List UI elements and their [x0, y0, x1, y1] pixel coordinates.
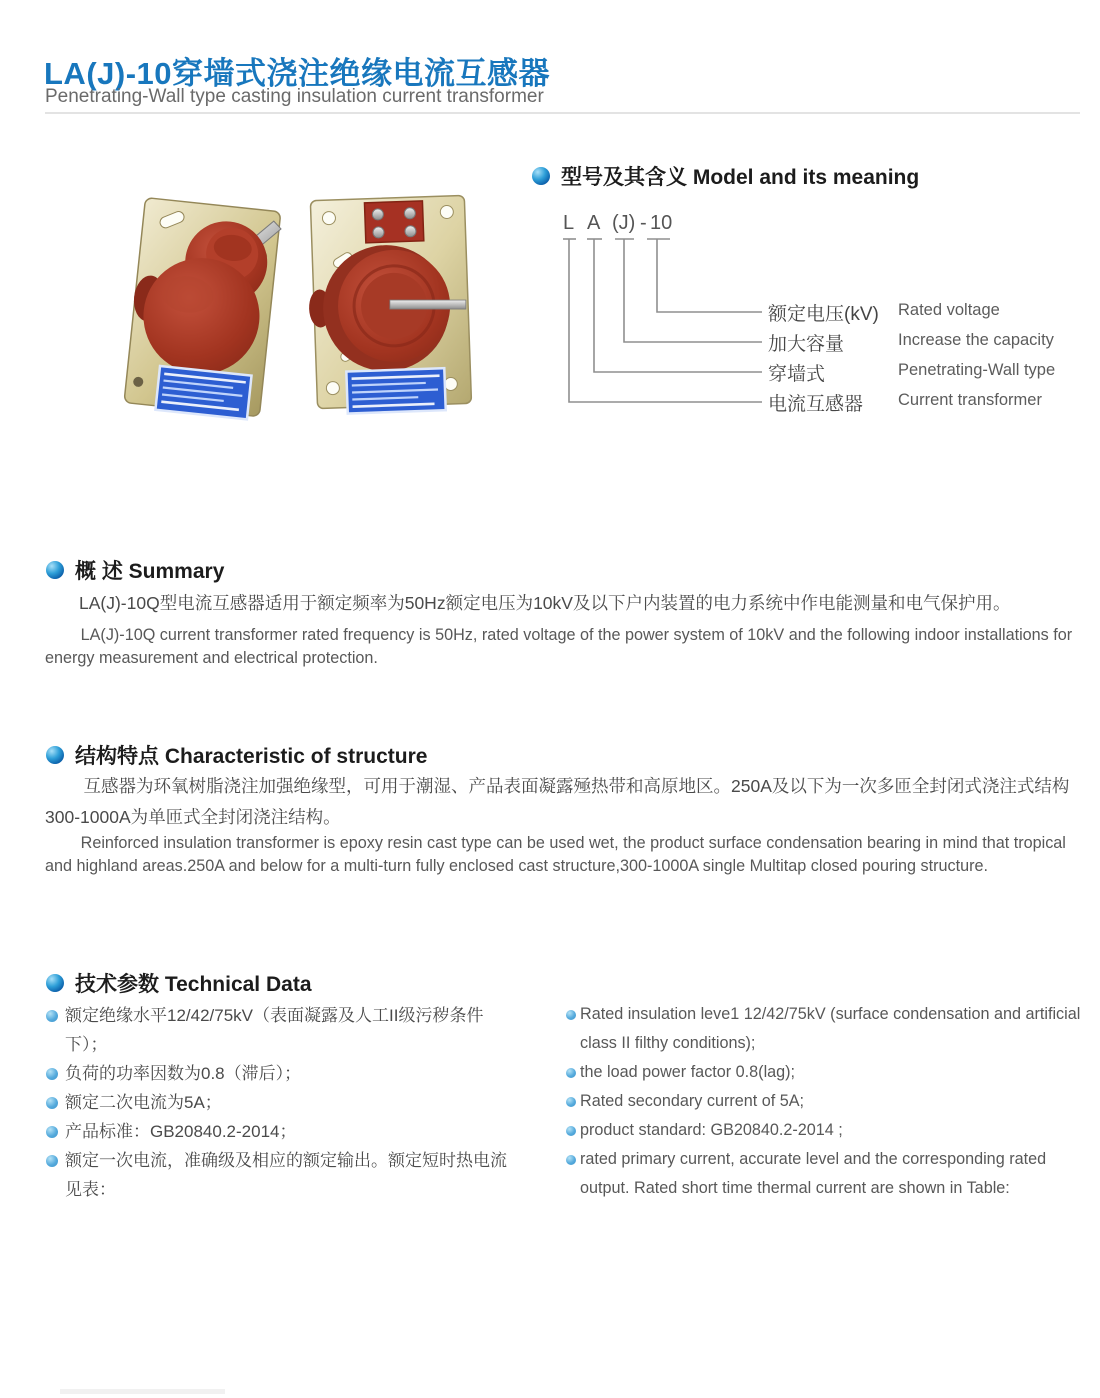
- tech-item-text: the load power factor 0.8(lag);: [580, 1063, 796, 1081]
- technical-list-en: [566, 1000, 1082, 1203]
- summary-paragraph-en: LA(J)-10Q current transformer rated frequency is 50Hz, rated voltage of the power system of 10kV and the following indoor installations for energy measurement and electrical protection.: [45, 626, 1073, 667]
- model-code-A: A: [587, 212, 601, 234]
- item-bullet-icon: [566, 1068, 576, 1078]
- product-photo-left: [104, 192, 298, 430]
- tech-item-text: 额定二次电流为5A；: [65, 1093, 222, 1112]
- diagram-label-en: Increase the capacity: [898, 331, 1054, 349]
- diagram-label-en: Current transformer: [898, 391, 1042, 409]
- summary-section-heading: [46, 555, 224, 585]
- tech-item-text: 负荷的功率因数为0.8（滞后）；: [65, 1064, 302, 1083]
- tech-item-en: [566, 1058, 1082, 1087]
- model-code-dash: -: [640, 212, 647, 234]
- tech-item-zh: [46, 1001, 508, 1059]
- tech-item-text: 产品标准：GB20840.2-2014；: [65, 1122, 297, 1141]
- tech-item-text: rated primary current, accurate level and the corresponding rated output. Rated short time thermal current are shown in Table:: [580, 1150, 1047, 1197]
- tech-item-en: [566, 1116, 1082, 1145]
- structure-heading-text: 结构特点 Characteristic of structure: [75, 745, 428, 768]
- technical-section-heading: [46, 968, 312, 998]
- model-code-10: 10: [650, 212, 673, 234]
- tech-item-zh: [46, 1117, 508, 1146]
- page-title: LA(J)-10穿墙式浇注绝缘电流互感器: [44, 56, 551, 91]
- page-subtitle: Penetrating-Wall type casting insulation current transformer: [45, 86, 544, 107]
- model-section-heading: [532, 161, 919, 191]
- header-divider: [45, 112, 1080, 114]
- tech-item-text: 额定绝缘水平12/42/75kV（表面凝露及人工II级污秽条件下）；: [65, 1006, 484, 1054]
- item-bullet-icon: [46, 1097, 58, 1109]
- tech-item-zh: [46, 1088, 508, 1117]
- technical-heading-text: 技术参数 Technical Data: [75, 973, 312, 996]
- item-bullet-icon: [46, 1126, 58, 1138]
- section-bullet-icon: [46, 974, 64, 992]
- item-bullet-icon: [566, 1155, 576, 1165]
- diagram-label-en: Rated voltage: [898, 301, 1000, 319]
- diagram-label-en: Penetrating-Wall type: [898, 361, 1056, 379]
- item-bullet-icon: [566, 1010, 576, 1020]
- item-bullet-icon: [46, 1068, 58, 1080]
- summary-paragraph-zh: LA(J)-10Q型电流互感器适用于额定频率为50Hz额定电压为10kV及以下户内装置的电力系统中作电能测量和电气保护用。: [79, 593, 1011, 613]
- diagram-label-zh: 额定电压(kV): [768, 304, 879, 325]
- page-footer-mark: [60, 1389, 225, 1394]
- item-bullet-icon: [566, 1126, 576, 1136]
- item-bullet-icon: [46, 1010, 58, 1022]
- tech-item-text: 额定一次电流，准确级及相应的额定输出。额定短时热电流见表：: [65, 1151, 507, 1199]
- product-photo-right: [298, 188, 484, 420]
- technical-list-zh: [46, 1001, 508, 1204]
- structure-section-heading: [46, 740, 427, 770]
- tech-item-text: Rated insulation leve1 12/42/75kV (surface condensation and artificial class II filthy conditions);: [580, 1005, 1081, 1052]
- section-bullet-icon: [532, 167, 550, 185]
- tech-item-zh: [46, 1146, 508, 1204]
- model-code-L: L: [563, 212, 575, 234]
- tech-item-text: Rated secondary current of 5A;: [580, 1092, 805, 1110]
- tech-item-text: product standard: GB20840.2-2014 ;: [580, 1121, 843, 1139]
- diagram-label-zh: 电流互感器: [768, 394, 864, 415]
- structure-paragraph-en: Reinforced insulation transformer is epoxy resin cast type can be used wet, the product surface condensation bearing in mind that tropical and highland areas.250A and below for a multi-turn fully enclosed cast structure,300-1000A single Multitap closed pouring structure.: [45, 834, 1066, 875]
- tech-item-zh: [46, 1059, 508, 1088]
- diagram-label-zh: 穿墙式: [768, 364, 826, 385]
- diagram-label-zh: 加大容量: [768, 334, 845, 355]
- tech-item-en: [566, 1145, 1082, 1203]
- structure-paragraph-zh: 互感器为环氧树脂浇注加强绝缘型，可用于潮湿、产品表面凝露殛热带和高原地区。250A及以下为一次多匝全封闭式浇注式结构300-1000A为单匝式全封闭浇注结构。: [45, 776, 1070, 827]
- section-bullet-icon: [46, 561, 64, 579]
- tech-item-en: [566, 1000, 1082, 1058]
- model-code-J: (J): [612, 212, 636, 234]
- item-bullet-icon: [566, 1097, 576, 1107]
- tech-item-en: [566, 1087, 1082, 1116]
- model-heading-text: 型号及其含义 Model and its meaning: [561, 166, 920, 189]
- summary-heading-text: 概 述 Summary: [75, 560, 225, 583]
- item-bullet-icon: [46, 1155, 58, 1167]
- section-bullet-icon: [46, 746, 64, 764]
